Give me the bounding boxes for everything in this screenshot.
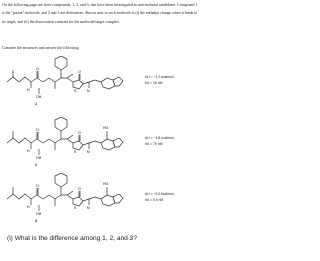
oh-label-3: OH	[36, 212, 42, 216]
oh-label-1: OH	[36, 95, 42, 99]
o-label-1b: O	[78, 70, 81, 74]
enthalpy-value: ΔH = −4.8 kcal/mol,	[145, 136, 175, 140]
oh-label-2: OH	[36, 156, 42, 160]
nh-label-1: H	[27, 88, 30, 92]
s-label-3: S	[74, 206, 77, 210]
n-label-1: N	[87, 89, 90, 93]
o-label-3: O	[36, 184, 39, 188]
enthalpy-value: ΔH = −1.2 kcal/mol,	[145, 75, 175, 79]
compound-2	[0, 117, 200, 177]
ho-label-3: HO	[103, 182, 109, 186]
compound-number: 1	[35, 102, 38, 106]
n-label-3: N	[87, 206, 90, 210]
n-label-2: N	[87, 150, 90, 154]
o-label-3b: O	[78, 187, 81, 191]
question-text: (i) What is the difference among 1, 2, and 3?	[7, 235, 137, 242]
compound-2-properties	[145, 135, 175, 147]
enthalpy-value: ΔH = −5.5 kcal/mol,	[145, 192, 175, 196]
o-label-2b: O	[78, 131, 81, 135]
compound-1-structure	[3, 56, 143, 108]
compound-2-structure	[3, 117, 143, 169]
compound-3-properties	[145, 191, 175, 203]
o-label-1: O	[36, 67, 39, 71]
nh-label-3: H	[27, 205, 30, 209]
s-label-1: S	[74, 89, 77, 93]
compound-1-properties	[145, 74, 175, 86]
consider-instruction: Consider the structures and answer the following:	[2, 46, 80, 50]
compound-number: 3	[35, 219, 38, 223]
nh-label-2: H	[27, 149, 30, 153]
kd-value: Kd = 16 nM	[145, 81, 163, 85]
compound-number: 2	[35, 163, 38, 167]
ho-label-2: HO	[103, 126, 109, 130]
compound-1	[0, 56, 200, 116]
kd-value: Kd = 0.5 nM	[145, 198, 164, 202]
o-label-2: O	[36, 128, 39, 132]
kd-value: Kd = 76 nM	[145, 142, 163, 146]
compound-3-structure	[3, 173, 143, 225]
intro-paragraph: On the following page are three compounds, 1, 2, and 3, that have been investigated as anti-malarial candidates. Compound 1 is the "parent" molecule, and 2 and 3 are derivatives. Shown next to each molecule is (i) the enthalpy change when it binds to its target, and (ii) the dissociation constant for the molecule/target complex.	[2, 3, 198, 24]
compound-3	[0, 173, 200, 233]
s-label-2: S	[74, 150, 77, 154]
